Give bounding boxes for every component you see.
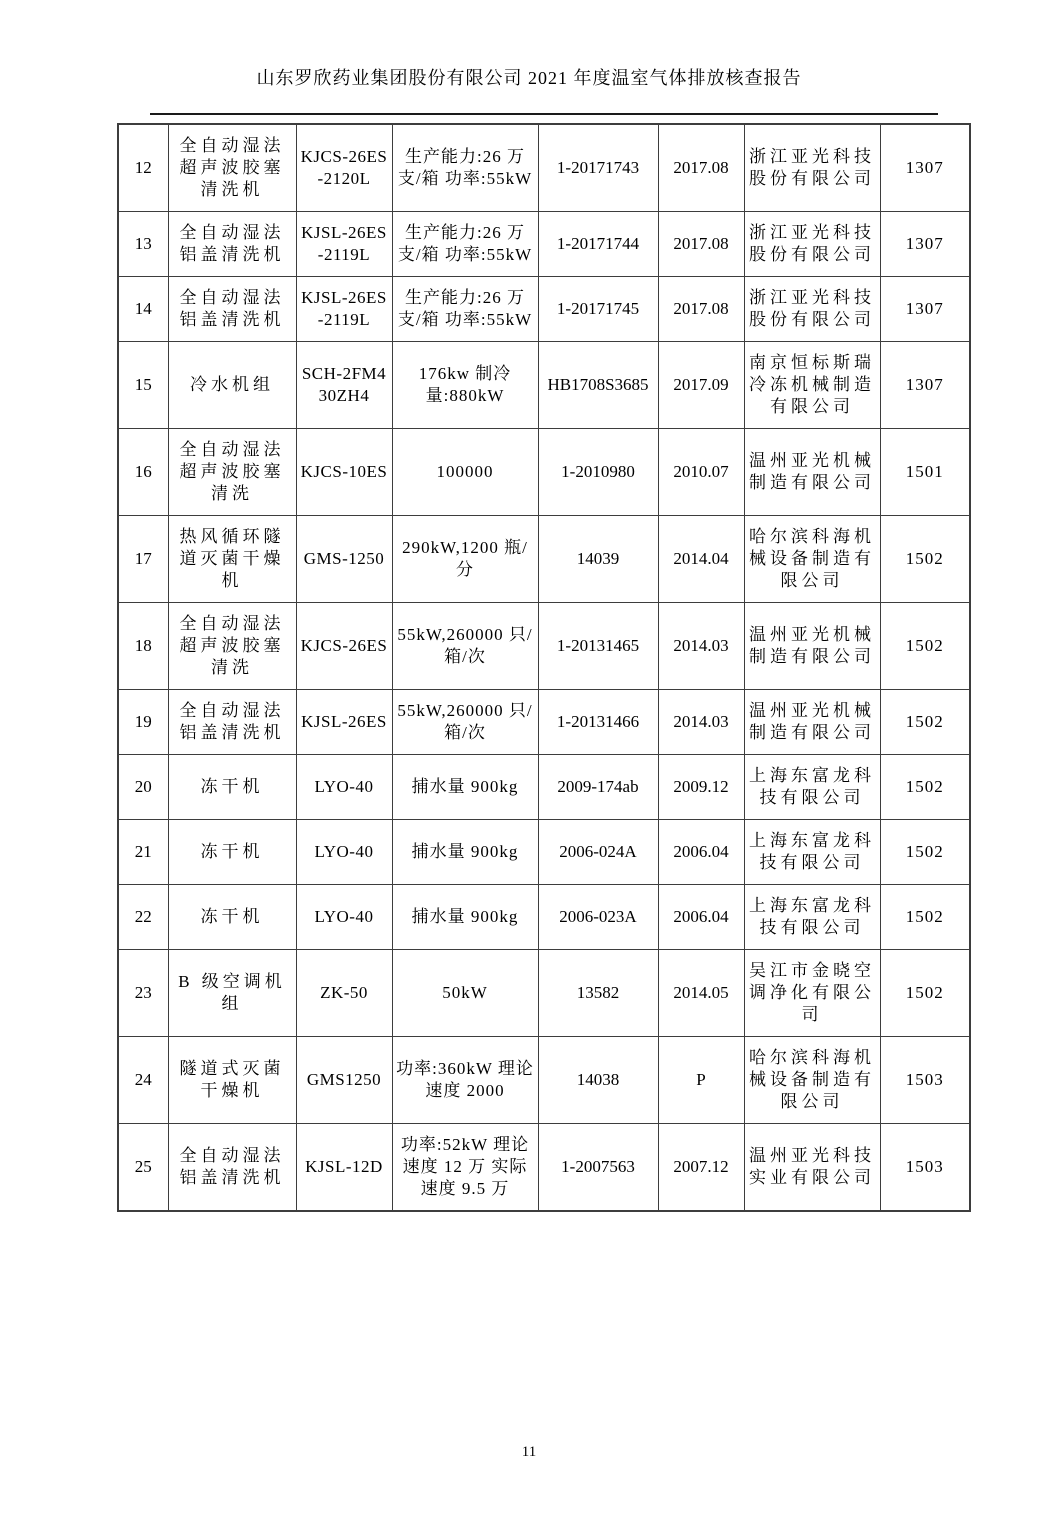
spec-cell: 生产能力:26 万支/箱 功率:55kW: [392, 124, 538, 212]
code-cell: 1503: [880, 1124, 970, 1212]
model-cell: LYO-40: [296, 755, 392, 820]
serial-number-cell: 13582: [538, 950, 658, 1037]
model-cell: GMS-1250: [296, 516, 392, 603]
date-cell: 2010.07: [658, 429, 744, 516]
manufacturer-cell: 哈尔滨科海机械设备制造有限公司: [744, 516, 880, 603]
equipment-name-cell: B 级空调机组: [168, 950, 296, 1037]
equipment-name-cell: 冷水机组: [168, 342, 296, 429]
code-cell: 1502: [880, 885, 970, 950]
model-cell: KJSL-12D: [296, 1124, 392, 1212]
equipment-name-cell: 全自动湿法铝盖清洗机: [168, 277, 296, 342]
spec-cell: 50kW: [392, 950, 538, 1037]
date-cell: 2006.04: [658, 885, 744, 950]
equipment-name-cell: 冻干机: [168, 755, 296, 820]
code-cell: 1501: [880, 429, 970, 516]
model-cell: KJSL-26ES-2119L: [296, 212, 392, 277]
row-number-cell: 14: [118, 277, 168, 342]
table-row: [118, 820, 970, 885]
equipment-table-body: [118, 124, 970, 1211]
row-number-cell: 20: [118, 755, 168, 820]
table-row: [118, 516, 970, 603]
serial-number-cell: HB1708S3685: [538, 342, 658, 429]
serial-number-cell: 2009-174ab: [538, 755, 658, 820]
row-number-cell: 25: [118, 1124, 168, 1212]
spec-cell: 生产能力:26 万支/箱 功率:55kW: [392, 212, 538, 277]
table-row: [118, 124, 970, 212]
model-cell: LYO-40: [296, 820, 392, 885]
serial-number-cell: 14039: [538, 516, 658, 603]
serial-number-cell: 1-2010980: [538, 429, 658, 516]
manufacturer-cell: 吴江市金晓空调净化有限公司: [744, 950, 880, 1037]
table-row: [118, 429, 970, 516]
table-row: [118, 603, 970, 690]
spec-cell: 捕水量 900kg: [392, 820, 538, 885]
table-row: [118, 950, 970, 1037]
spec-cell: 100000: [392, 429, 538, 516]
date-cell: 2014.03: [658, 690, 744, 755]
model-cell: KJSL-26ES: [296, 690, 392, 755]
spec-cell: 功率:360kW 理论速度 2000: [392, 1037, 538, 1124]
serial-number-cell: 1-20131466: [538, 690, 658, 755]
row-number-cell: 13: [118, 212, 168, 277]
manufacturer-cell: 浙江亚光科技股份有限公司: [744, 212, 880, 277]
date-cell: 2006.04: [658, 820, 744, 885]
spec-cell: 功率:52kW 理论速度 12 万 实际速度 9.5 万: [392, 1124, 538, 1212]
row-number-cell: 23: [118, 950, 168, 1037]
serial-number-cell: 1-2007563: [538, 1124, 658, 1212]
spec-cell: 55kW,260000 只/箱/次: [392, 603, 538, 690]
row-number-cell: 21: [118, 820, 168, 885]
model-cell: KJCS-26ES-2120L: [296, 124, 392, 212]
model-cell: KJSL-26ES-2119L: [296, 277, 392, 342]
serial-number-cell: 14038: [538, 1037, 658, 1124]
title-underline: [150, 113, 938, 115]
date-cell: 2017.08: [658, 212, 744, 277]
equipment-name-cell: 热风循环隧道灭菌干燥机: [168, 516, 296, 603]
code-cell: 1307: [880, 342, 970, 429]
date-cell: 2014.04: [658, 516, 744, 603]
page-number: 11: [521, 1444, 537, 1460]
manufacturer-cell: 温州亚光机械制造有限公司: [744, 690, 880, 755]
model-cell: GMS1250: [296, 1037, 392, 1124]
table-row: [118, 1037, 970, 1124]
table-row: [118, 885, 970, 950]
manufacturer-cell: 上海东富龙科技有限公司: [744, 755, 880, 820]
date-cell: 2017.08: [658, 124, 744, 212]
equipment-name-cell: 全自动湿法铝盖清洗机: [168, 212, 296, 277]
code-cell: 1307: [880, 212, 970, 277]
code-cell: 1502: [880, 603, 970, 690]
row-number-cell: 18: [118, 603, 168, 690]
date-cell: 2017.09: [658, 342, 744, 429]
manufacturer-cell: 温州亚光科技实业有限公司: [744, 1124, 880, 1212]
equipment-name-cell: 冻干机: [168, 820, 296, 885]
row-number-cell: 24: [118, 1037, 168, 1124]
serial-number-cell: 1-20171743: [538, 124, 658, 212]
code-cell: 1307: [880, 124, 970, 212]
equipment-table: [117, 123, 971, 1212]
date-cell: 2014.05: [658, 950, 744, 1037]
code-cell: 1307: [880, 277, 970, 342]
spec-cell: 290kW,1200 瓶/分: [392, 516, 538, 603]
row-number-cell: 15: [118, 342, 168, 429]
code-cell: 1502: [880, 755, 970, 820]
spec-cell: 捕水量 900kg: [392, 755, 538, 820]
model-cell: KJCS-26ES: [296, 603, 392, 690]
table-row: [118, 755, 970, 820]
model-cell: KJCS-10ES: [296, 429, 392, 516]
code-cell: 1502: [880, 950, 970, 1037]
manufacturer-cell: 温州亚光机械制造有限公司: [744, 603, 880, 690]
row-number-cell: 22: [118, 885, 168, 950]
date-cell: P: [658, 1037, 744, 1124]
serial-number-cell: 2006-024A: [538, 820, 658, 885]
table-row: [118, 690, 970, 755]
row-number-cell: 19: [118, 690, 168, 755]
equipment-name-cell: 全自动湿法超声波胶塞清洗: [168, 603, 296, 690]
serial-number-cell: 2006-023A: [538, 885, 658, 950]
equipment-name-cell: 隧道式灭菌干燥机: [168, 1037, 296, 1124]
manufacturer-cell: 哈尔滨科海机械设备制造有限公司: [744, 1037, 880, 1124]
row-number-cell: 17: [118, 516, 168, 603]
equipment-name-cell: 全自动湿法铝盖清洗机: [168, 1124, 296, 1212]
spec-cell: 捕水量 900kg: [392, 885, 538, 950]
date-cell: 2014.03: [658, 603, 744, 690]
table-row: [118, 342, 970, 429]
spec-cell: 55kW,260000 只/箱/次: [392, 690, 538, 755]
manufacturer-cell: 南京恒标斯瑞冷冻机械制造有限公司: [744, 342, 880, 429]
page-title: 山东罗欣药业集团股份有限公司 2021 年度温室气体排放核查报告: [256, 68, 802, 88]
code-cell: 1502: [880, 690, 970, 755]
equipment-name-cell: 全自动湿法超声波胶塞清洗机: [168, 124, 296, 212]
code-cell: 1503: [880, 1037, 970, 1124]
spec-cell: 176kw 制冷量:880kW: [392, 342, 538, 429]
manufacturer-cell: 浙江亚光科技股份有限公司: [744, 277, 880, 342]
table-row: [118, 277, 970, 342]
code-cell: 1502: [880, 516, 970, 603]
table-row: [118, 1124, 970, 1212]
serial-number-cell: 1-20131465: [538, 603, 658, 690]
model-cell: ZK-50: [296, 950, 392, 1037]
date-cell: 2017.08: [658, 277, 744, 342]
manufacturer-cell: 上海东富龙科技有限公司: [744, 885, 880, 950]
serial-number-cell: 1-20171745: [538, 277, 658, 342]
manufacturer-cell: 浙江亚光科技股份有限公司: [744, 124, 880, 212]
equipment-name-cell: 全自动湿法铝盖清洗机: [168, 690, 296, 755]
date-cell: 2009.12: [658, 755, 744, 820]
equipment-name-cell: 全自动湿法超声波胶塞清洗: [168, 429, 296, 516]
manufacturer-cell: 上海东富龙科技有限公司: [744, 820, 880, 885]
row-number-cell: 12: [118, 124, 168, 212]
model-cell: SCH-2FM430ZH4: [296, 342, 392, 429]
table-row: [118, 212, 970, 277]
spec-cell: 生产能力:26 万支/箱 功率:55kW: [392, 277, 538, 342]
serial-number-cell: 1-20171744: [538, 212, 658, 277]
date-cell: 2007.12: [658, 1124, 744, 1212]
model-cell: LYO-40: [296, 885, 392, 950]
manufacturer-cell: 温州亚光机械制造有限公司: [744, 429, 880, 516]
code-cell: 1502: [880, 820, 970, 885]
equipment-name-cell: 冻干机: [168, 885, 296, 950]
row-number-cell: 16: [118, 429, 168, 516]
